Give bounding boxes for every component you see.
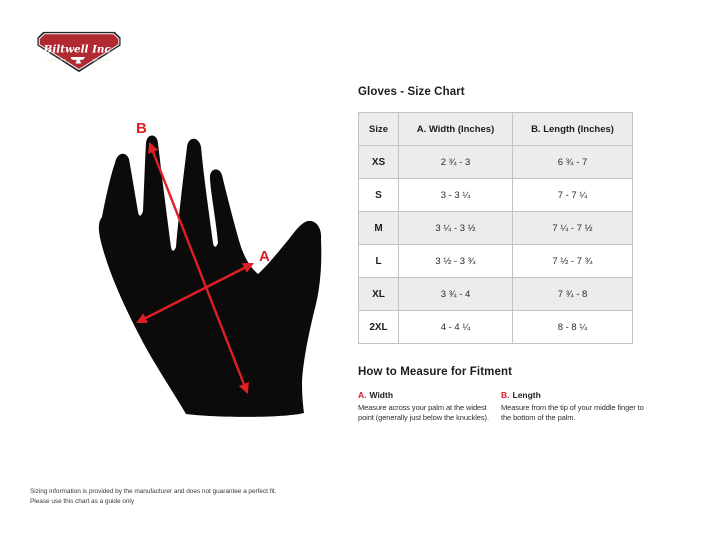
disclaimer-line-2: Please use this chart as a guide only [30, 497, 135, 505]
cell-width: 3 - 3 ¼ [399, 179, 513, 212]
logo-tagline-quality: "QUALITY [46, 58, 67, 63]
cell-length: 7 ½ - 7 ¾ [513, 245, 633, 278]
size-row-l [359, 245, 633, 278]
disclaimer-line-1: Sizing information is provided by the manufacturer and does not guarantee a perfect fit. [30, 488, 277, 495]
col-header-size: Size [359, 113, 399, 146]
col-header-length: B. Length (Inches) [513, 113, 633, 146]
size-row-m [359, 212, 633, 245]
cell-width: 3 ½ - 3 ¾ [399, 245, 513, 278]
cell-width: 3 ¾ - 4 [399, 278, 513, 311]
cell-size: 2XL [359, 311, 399, 344]
cell-width: 2 ¾ - 3 [399, 146, 513, 179]
cell-size: XL [359, 278, 399, 311]
cell-length: 8 - 8 ¼ [513, 311, 633, 344]
size-row-s [359, 179, 633, 212]
glove-measurement-diagram [60, 100, 340, 430]
size-table-header-row [359, 113, 633, 146]
size-table [358, 112, 633, 344]
measure-length-title: Length [512, 390, 541, 400]
logo-tagline-counts: COUNTS" [92, 58, 112, 63]
measure-length-text: Measure from the tip of your middle finger to the bottom of the palm. [501, 403, 644, 423]
cell-length: 7 - 7 ¼ [513, 179, 633, 212]
size-chart-title: Gloves - Size Chart [358, 86, 465, 98]
label-a: A [259, 248, 270, 265]
measure-item-width [358, 390, 504, 423]
measure-length-label [501, 390, 653, 400]
cell-length: 7 ¾ - 8 [513, 278, 633, 311]
size-row-2xl [359, 311, 633, 344]
measure-length-key: B. [501, 390, 510, 400]
cell-length: 7 ¼ - 7 ½ [513, 212, 633, 245]
cell-width: 4 - 4 ¼ [399, 311, 513, 344]
glove-silhouette [99, 136, 321, 417]
measure-width-title: Width [369, 390, 394, 400]
measure-width-key: A. [358, 390, 367, 400]
cell-size: S [359, 179, 399, 212]
measure-item-length [501, 390, 653, 423]
cell-size: M [359, 212, 399, 245]
measure-width-text: Measure across your palm at the widest point (generally just below the knuckles). [358, 403, 489, 423]
cell-size: L [359, 245, 399, 278]
biltwell-logo [36, 30, 122, 74]
size-row-xs [359, 146, 633, 179]
col-header-width: A. Width (Inches) [399, 113, 513, 146]
logo-brand-text: Biltwell Inc. [43, 43, 115, 56]
size-row-xl [359, 278, 633, 311]
cell-size: XS [359, 146, 399, 179]
measure-width-label [358, 390, 504, 400]
cell-width: 3 ¼ - 3 ½ [399, 212, 513, 245]
measure-section-title: How to Measure for Fitment [358, 366, 513, 378]
footer-disclaimer [30, 487, 276, 507]
cell-length: 6 ¾ - 7 [513, 146, 633, 179]
label-b: B [136, 120, 147, 137]
